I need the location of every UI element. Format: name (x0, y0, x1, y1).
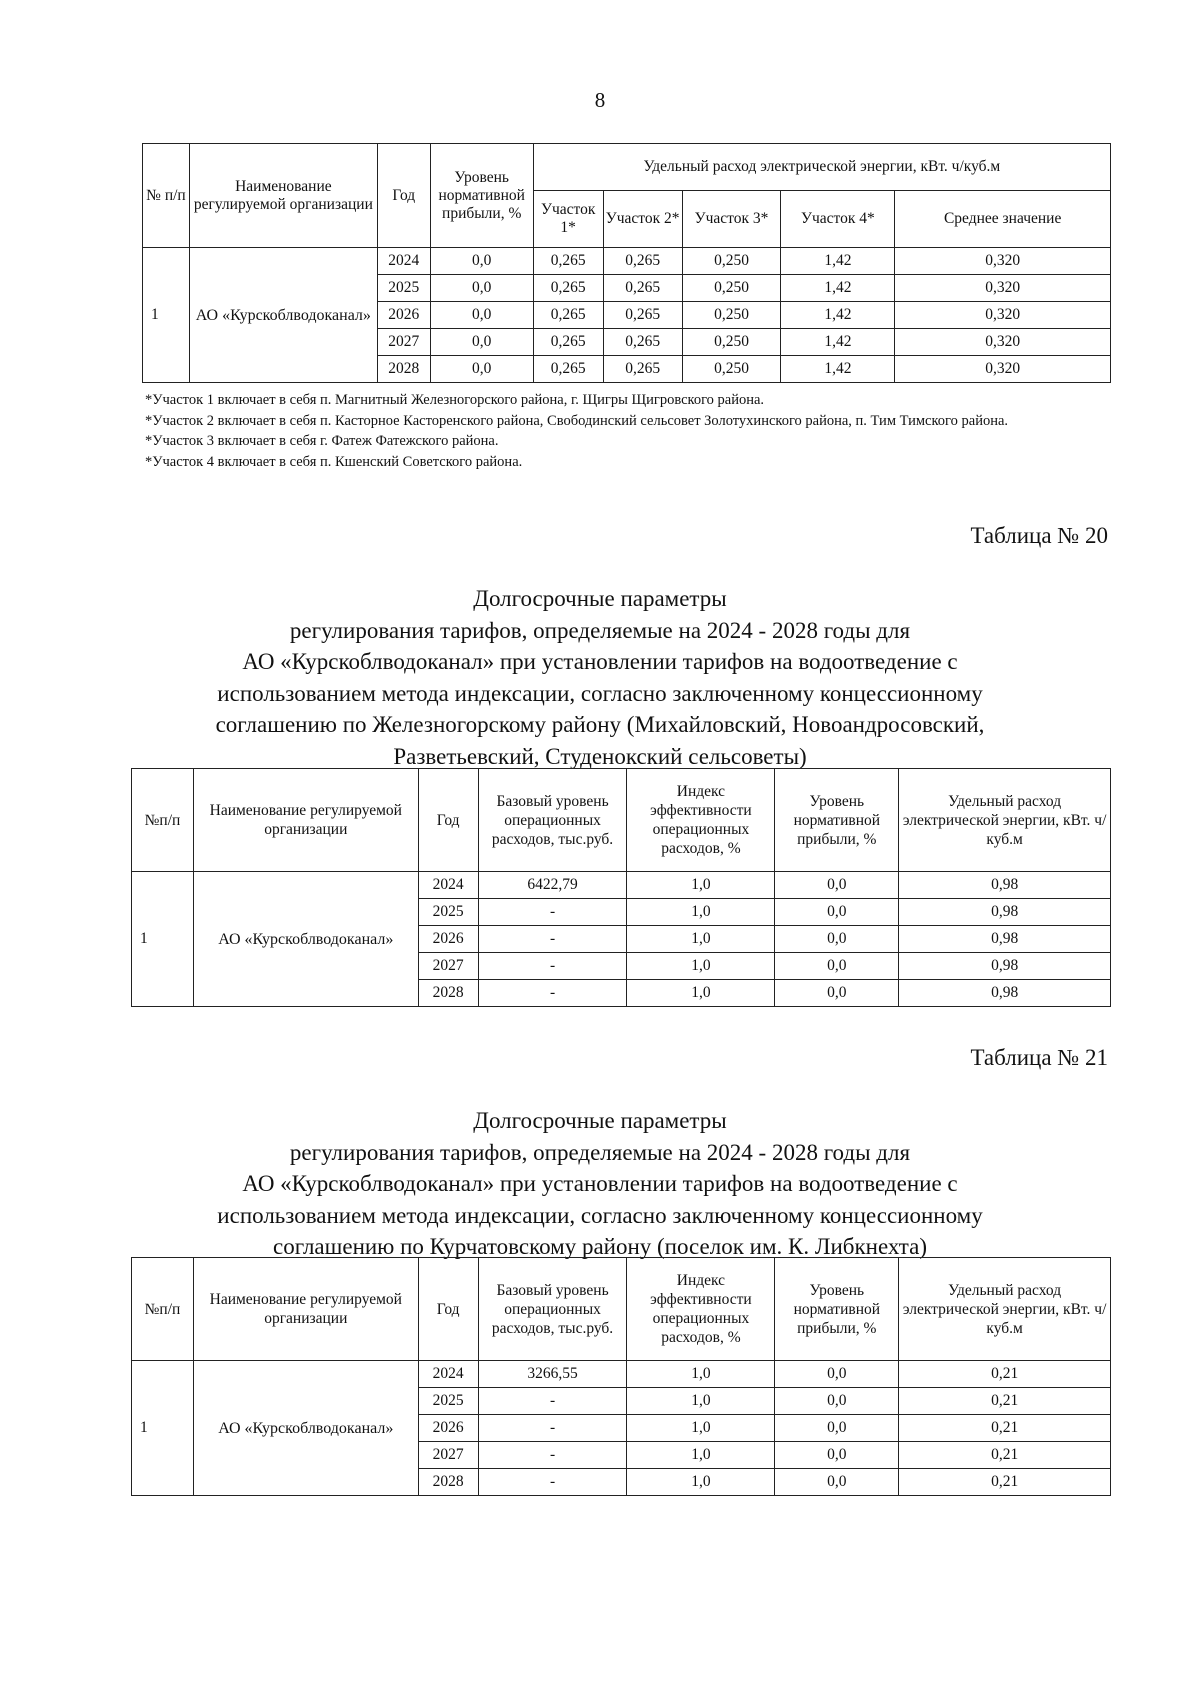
page-number: 8 (594, 88, 606, 112)
cell-year: 2028 (418, 980, 478, 1007)
organization-name: АО «Курскоблводоканал» (193, 872, 418, 1007)
table-body (143, 248, 1111, 383)
header-energy: Удельный расход электрической энергии, кВт. ч/куб.м (533, 144, 1110, 191)
caption-line: использованием метода индексации, согласно заключенному концессионному (217, 680, 983, 706)
cell-s1: 0,265 (533, 302, 603, 329)
caption-line: Долгосрочные параметры (473, 1108, 727, 1133)
cell-energy: 0,98 (899, 899, 1111, 926)
table-label: Таблица № 21 (970, 1045, 1108, 1070)
cell-profit: 0,0 (430, 329, 533, 356)
footnote: *Участок 1 включает в себя п. Магнитный Железногорского района, г. Щигры Щигровского района. (145, 392, 765, 408)
table-body (132, 872, 1111, 1007)
cell-avg: 0,320 (895, 302, 1111, 329)
header-average: Среднее значение (895, 191, 1111, 248)
header-energy: Удельный расход электрической энергии, кВт. ч/куб.м (899, 769, 1111, 872)
row-number: 1 (132, 872, 194, 1007)
cell-energy: 0,21 (899, 1469, 1111, 1496)
cell-year: 2027 (418, 1442, 478, 1469)
cell-s3: 0,250 (682, 302, 781, 329)
cell-base: - (478, 980, 627, 1007)
energy-consumption-table (142, 143, 1111, 383)
cell-index: 1,0 (627, 1442, 775, 1469)
caption-line: АО «Курскоблводоканал» при установлении тарифов на водоотведение с (242, 1171, 958, 1196)
cell-profit: 0,0 (775, 1469, 899, 1496)
cell-s3: 0,250 (682, 329, 781, 356)
cell-s1: 0,265 (533, 356, 603, 383)
header-efficiency-index: Индекс эффективности операционных расходов, % (627, 769, 775, 872)
cell-s1: 0,265 (533, 275, 603, 302)
cell-year: 2025 (418, 899, 478, 926)
tariff-parameters-table (131, 1257, 1111, 1496)
cell-energy: 0,21 (899, 1388, 1111, 1415)
cell-index: 1,0 (627, 1361, 775, 1388)
cell-index: 1,0 (627, 980, 775, 1007)
cell-index: 1,0 (627, 953, 775, 980)
cell-profit: 0,0 (430, 275, 533, 302)
cell-year: 2027 (377, 329, 430, 356)
header-year: Год (377, 144, 430, 248)
footnotes (145, 390, 1111, 472)
footnote: *Участок 4 включает в себя п. Кшенский Советского района. (145, 453, 523, 470)
table-row (143, 248, 1111, 275)
cell-profit: 0,0 (430, 356, 533, 383)
cell-year: 2026 (377, 302, 430, 329)
cell-year: 2025 (418, 1388, 478, 1415)
cell-energy: 0,21 (899, 1442, 1111, 1469)
cell-s4: 1,42 (781, 275, 895, 302)
header-efficiency-index: Индекс эффективности операционных расходов, % (627, 1258, 775, 1361)
caption-line: регулирования тарифов, определяемые на 2024 - 2028 годы для (289, 1139, 911, 1165)
row-number: 1 (143, 248, 190, 383)
header-section-4: Участок 4* (781, 191, 895, 248)
cell-energy: 0,21 (899, 1415, 1111, 1442)
header-org: Наименование регулируемой организации (193, 769, 418, 872)
cell-year: 2026 (418, 1415, 478, 1442)
cell-avg: 0,320 (895, 248, 1111, 275)
table-body (132, 1361, 1111, 1496)
cell-index: 1,0 (627, 899, 775, 926)
cell-year: 2025 (377, 275, 430, 302)
cell-profit: 0,0 (775, 899, 899, 926)
header-profit: Уровень нормативной прибыли, % (430, 144, 533, 248)
header-base-cost: Базовый уровень операционных расходов, тыс.руб. (478, 1258, 627, 1361)
cell-s2: 0,265 (603, 329, 682, 356)
cell-base: - (478, 1442, 627, 1469)
cell-profit: 0,0 (775, 980, 899, 1007)
caption-line: регулирования тарифов, определяемые на 2024 - 2028 годы для (289, 617, 911, 643)
cell-avg: 0,320 (895, 329, 1111, 356)
cell-profit: 0,0 (775, 1415, 899, 1442)
table-row (132, 872, 1111, 899)
cell-base: 6422,79 (478, 872, 627, 899)
row-number: 1 (132, 1361, 194, 1496)
header-num: №п/п (132, 769, 194, 872)
caption-line: соглашению по Курчатовскому району (поселок им. К. Либкнехта) (272, 1234, 927, 1259)
cell-index: 1,0 (627, 1415, 775, 1442)
cell-avg: 0,320 (895, 356, 1111, 383)
table-caption (100, 1105, 1100, 1263)
cell-base: - (478, 926, 627, 953)
cell-profit: 0,0 (775, 1442, 899, 1469)
footnote: *Участок 2 включает в себя п. Касторное Касторенского района, Свободинский сельсовет Золотухинского района, п. Тим Тимского района. (145, 412, 1009, 429)
cell-s3: 0,250 (682, 275, 781, 302)
header-section-3: Участок 3* (682, 191, 781, 248)
cell-profit: 0,0 (430, 302, 533, 329)
cell-energy: 0,98 (899, 980, 1111, 1007)
header-energy: Удельный расход электрической энергии, кВт. ч/куб.м (899, 1258, 1111, 1361)
cell-s1: 0,265 (533, 248, 603, 275)
cell-base: - (478, 1388, 627, 1415)
header-org: Наименование регулируемой организации (189, 144, 377, 248)
header-num: № п/п (143, 144, 190, 248)
cell-year: 2024 (418, 1361, 478, 1388)
cell-s4: 1,42 (781, 302, 895, 329)
cell-s3: 0,250 (682, 248, 781, 275)
header-base-cost: Базовый уровень операционных расходов, тыс.руб. (478, 769, 627, 872)
header-profit: Уровень нормативной прибыли, % (775, 1258, 899, 1361)
header-section-1: Участок 1* (533, 191, 603, 248)
cell-energy: 0,98 (899, 872, 1111, 899)
table-row (132, 1361, 1111, 1388)
cell-profit: 0,0 (430, 248, 533, 275)
cell-s2: 0,265 (603, 302, 682, 329)
caption-line: использованием метода индексации, согласно заключенному концессионному (217, 1202, 983, 1228)
cell-index: 1,0 (627, 872, 775, 899)
cell-energy: 0,21 (899, 1361, 1111, 1388)
cell-s2: 0,265 (603, 248, 682, 275)
header-profit: Уровень нормативной прибыли, % (775, 769, 899, 872)
header-year: Год (418, 769, 478, 872)
cell-base: - (478, 1469, 627, 1496)
cell-base: - (478, 953, 627, 980)
cell-profit: 0,0 (775, 926, 899, 953)
cell-year: 2024 (377, 248, 430, 275)
cell-year: 2028 (418, 1469, 478, 1496)
cell-energy: 0,98 (899, 953, 1111, 980)
caption-line: соглашению по Железногорскому району (Михайловский, Новоандросовский, (215, 712, 985, 737)
cell-year: 2024 (418, 872, 478, 899)
cell-profit: 0,0 (775, 1361, 899, 1388)
header-num: №п/п (132, 1258, 194, 1361)
footnote: *Участок 3 включает в себя г. Фатеж Фатежского района. (145, 433, 499, 449)
cell-profit: 0,0 (775, 872, 899, 899)
caption-line: Разветьевский, Студенокский сельсоветы) (393, 743, 807, 769)
header-year: Год (418, 1258, 478, 1361)
cell-s2: 0,265 (603, 275, 682, 302)
cell-s2: 0,265 (603, 356, 682, 383)
cell-s3: 0,250 (682, 356, 781, 383)
cell-energy: 0,98 (899, 926, 1111, 953)
cell-avg: 0,320 (895, 275, 1111, 302)
cell-index: 1,0 (627, 1469, 775, 1496)
cell-s4: 1,42 (781, 329, 895, 356)
table-caption (100, 583, 1100, 772)
caption-line: Долгосрочные параметры (473, 586, 727, 611)
tariff-parameters-table (131, 768, 1111, 1007)
cell-profit: 0,0 (775, 953, 899, 980)
cell-year: 2026 (418, 926, 478, 953)
header-section-2: Участок 2* (603, 191, 682, 248)
cell-year: 2028 (377, 356, 430, 383)
cell-year: 2027 (418, 953, 478, 980)
table-label: Таблица № 20 (970, 523, 1108, 548)
organization-name: АО «Курскоблводоканал» (189, 248, 377, 383)
caption-line: АО «Курскоблводоканал» при установлении тарифов на водоотведение с (242, 649, 958, 674)
cell-index: 1,0 (627, 926, 775, 953)
header-org: Наименование регулируемой организации (193, 1258, 418, 1361)
cell-base: - (478, 899, 627, 926)
cell-profit: 0,0 (775, 1388, 899, 1415)
cell-s1: 0,265 (533, 329, 603, 356)
cell-base: - (478, 1415, 627, 1442)
cell-index: 1,0 (627, 1388, 775, 1415)
cell-s4: 1,42 (781, 356, 895, 383)
cell-base: 3266,55 (478, 1361, 627, 1388)
cell-s4: 1,42 (781, 248, 895, 275)
organization-name: АО «Курскоблводоканал» (193, 1361, 418, 1496)
